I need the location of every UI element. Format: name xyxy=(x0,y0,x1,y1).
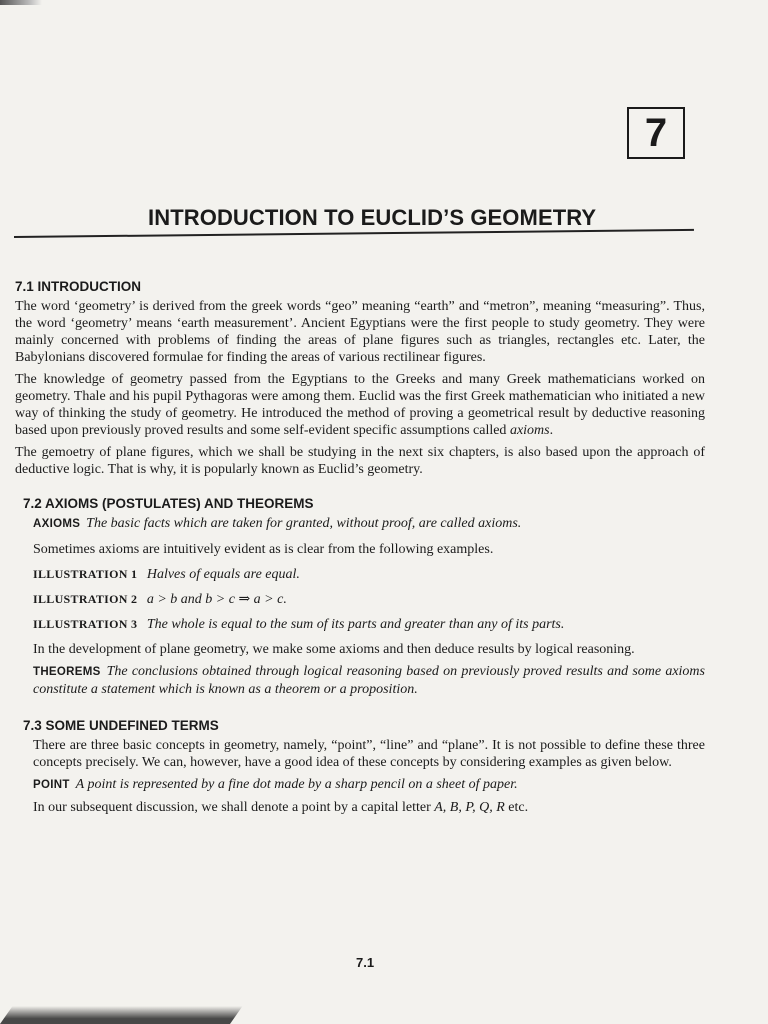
development-paragraph: In the development of plane geometry, we make some axioms and then deduce results by logical reasoning. xyxy=(33,642,635,657)
illustration-3-tag: ILLUSTRATION 3 xyxy=(33,617,138,631)
page-edge-shadow-bottom xyxy=(0,1006,243,1024)
undefined-terms-block xyxy=(33,737,705,816)
intro-paragraph-2-end: . xyxy=(549,423,554,438)
section-heading-undefined-terms: 7.3 SOME UNDEFINED TERMS xyxy=(23,718,219,733)
axioms-tag: AXIOMS xyxy=(33,518,81,530)
section-heading-introduction: 7.1 INTRODUCTION xyxy=(15,279,142,294)
point-definition-text: A point is represented by a fine dot made by a sharp pencil on a sheet of paper. xyxy=(75,777,518,792)
point-letters: A, B, P, Q, R xyxy=(434,800,505,815)
point-definition xyxy=(33,776,705,794)
intro-paragraph-2-text: The knowledge of geometry passed from the Egyptians to the Greeks and many Greek mathematicians worked on geometry. Thale and his pupil Pythagoras were among them. Euclid was the first Greek mathematician who initiated a new way of thinking the study of geometry. He introduced the method of proving a geometrical result by deductive reasoning based upon previously proved results and some self-evident specific assumptions called xyxy=(15,372,705,438)
theorems-definition xyxy=(33,663,705,698)
point-notation-paragraph xyxy=(33,799,705,816)
axioms-block xyxy=(33,515,705,698)
page-content xyxy=(15,278,705,821)
axioms-definition-text: The basic facts which are taken for granted, without proof, are called axioms. xyxy=(86,516,522,531)
illustration-2 xyxy=(33,591,705,608)
axioms-intro-line: Sometimes axioms are intuitively evident as is clear from the following examples. xyxy=(33,542,494,557)
point-notation-end: etc. xyxy=(508,800,529,815)
intro-paragraph-3: The gemoetry of plane figures, which we shall be studying in the next six chapters, is also based upon the approach of deductive logic. That is why, it is popularly known as Euclid’s geometry. xyxy=(15,445,705,477)
page-number: 7.1 xyxy=(356,955,375,970)
illustration-1 xyxy=(33,566,705,583)
point-notation-text: In our subsequent discussion, we shall denote a point by a capital letter xyxy=(33,800,431,815)
illustration-2-text: a > b and b > c ⇒ a > c. xyxy=(146,592,287,607)
chapter-title: INTRODUCTION TO EUCLID’S GEOMETRY xyxy=(148,205,597,230)
undefined-terms-paragraph: There are three basic concepts in geometry, namely, “point”, “line” and “plane”. It is not possible to define these three concepts precisely. We can, however, have a good idea of these concepts by considering examples as given below. xyxy=(33,738,705,770)
chapter-number: 7 xyxy=(644,110,668,155)
illustration-1-tag: ILLUSTRATION 1 xyxy=(33,567,138,581)
axioms-definition xyxy=(33,515,705,533)
illustration-1-text: Halves of equals are equal. xyxy=(146,567,300,582)
axioms-term: axioms xyxy=(509,423,550,438)
intro-paragraph-2 xyxy=(15,371,705,439)
theorems-tag: THEOREMS xyxy=(33,666,101,678)
illustration-3-text: The whole is equal to the sum of its parts and greater than any of its parts. xyxy=(146,617,565,632)
chapter-number-box xyxy=(627,107,685,159)
page-edge-shadow xyxy=(0,0,42,5)
illustration-2-tag: ILLUSTRATION 2 xyxy=(33,592,138,606)
illustration-3 xyxy=(33,616,705,633)
section-heading-axioms: 7.2 AXIOMS (POSTULATES) AND THEOREMS xyxy=(23,496,314,511)
intro-paragraph-1: The word ‘geometry’ is derived from the greek words “geo” meaning “earth” and “metron”, meaning “measuring”. Thus, the word ‘geometry’ means ‘earth measurement’. Ancient Egyptians were the first people to study geometry. They were mainly concerned with problems of finding the areas of plane figures such as triangles, rectangles etc. Later, the Babylonians discovered formulae for finding the areas of various rectilinear figures. xyxy=(15,299,705,365)
point-tag: POINT xyxy=(33,779,70,791)
theorems-definition-text: The conclusions obtained through logical reasoning based on previously proved results and some axioms constitute a statement which is known as a theorem or a proposition. xyxy=(33,664,705,697)
